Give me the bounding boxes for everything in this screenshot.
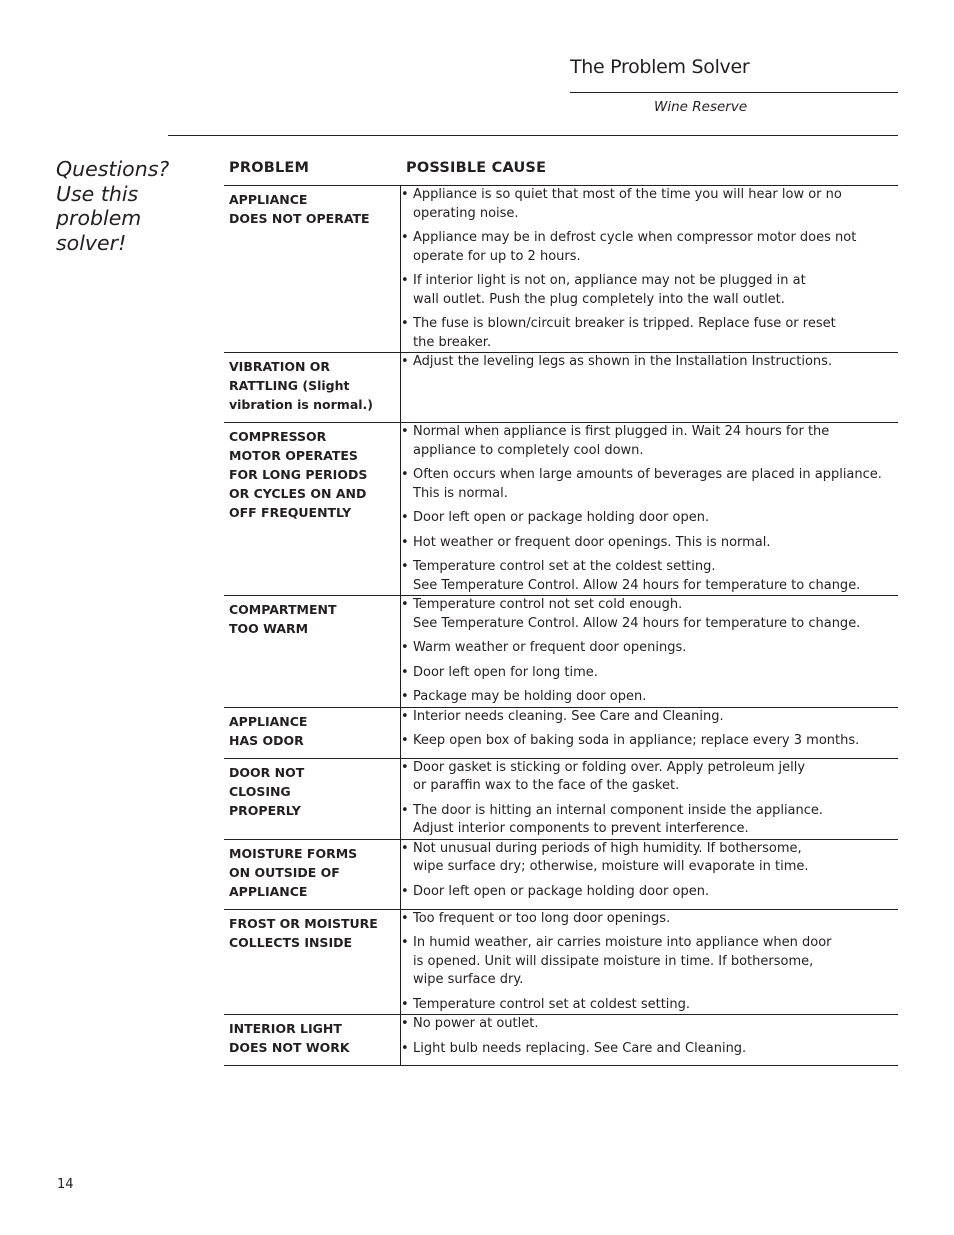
cause-text-line: See Temperature Control. Allow 24 hours for temperature to change. [413,615,861,631]
cause-item [401,509,898,528]
problem-label [224,353,400,422]
cause-text-line: • Temperature control set at coldest setting. [413,996,691,1012]
problem-label-line: COMPARTMENT [229,602,337,617]
cause-text-line: • Not unusual during periods of high humidity. If bothersome, [413,840,802,856]
problem-cell [224,839,401,909]
cause-text-line: • Door left open or package holding door open. [413,883,710,899]
cause-item [401,639,898,658]
cause-item [401,229,898,266]
cause-text-line: See Temperature Control. Allow 24 hours for temperature to change. [413,577,861,593]
cause-text-line: • Temperature control not set cold enough. [413,597,683,612]
cause-text-line: • The door is hitting an internal component inside the appliance. [413,802,824,818]
sidebar-heading [56,157,216,255]
cause-text-line: • Hot weather or frequent door openings. This is normal. [413,534,771,550]
problem-label-line: APPLIANCE [229,192,308,207]
problem-label [224,840,400,909]
cause-text-line: • The fuse is blown/circuit breaker is tripped. Replace fuse or reset [413,316,836,331]
cause-text-line: wipe surface dry; otherwise, moisture will evaporate in time. [413,859,809,874]
cause-text-line: • Normal when appliance is first plugged in. Wait 24 hours for the [413,424,830,439]
problem-label [224,596,400,646]
problem-cell [224,909,401,1015]
problem-cell [224,758,401,839]
problem-label [224,186,400,236]
cause-text-line: • In humid weather, air carries moisture into appliance when door [413,935,832,950]
cause-text-line: • Adjust the leveling legs as shown in the Installation Instructions. [413,354,833,369]
problem-label [224,1015,400,1065]
problem-label-line: MOISTURE FORMS [229,845,358,861]
cause-item [401,664,898,683]
cause-text-line: is opened. Unit will dissipate moisture in time. If bothersome, [413,953,814,969]
problem-label-line: INTERIOR LIGHT [229,1021,342,1036]
header-divider [168,135,898,136]
cause-text-line: appliance to completely cool down. [413,442,644,458]
cause-text-line: • Door left open or package holding door open. [413,510,710,525]
problem-label-line: OFF FREQUENTLY [229,505,352,520]
causes-cell [401,707,899,758]
cause-item [401,802,898,839]
problem-label-line: VIBRATION OR [229,359,331,374]
cause-item [401,534,898,553]
causes-cell [401,596,899,708]
title-divider [570,92,898,93]
problem-label-line: FROST OR MOISTURE [229,915,378,931]
cause-item [401,353,898,372]
cause-item [401,596,898,633]
problem-label-line: PROPERLY [229,802,301,818]
cause-item [401,315,898,352]
cause-text-line: • Light bulb needs replacing. See Care and Cleaning. [413,1040,747,1056]
cause-text-line: the breaker. [413,334,492,350]
problem-label [224,423,400,530]
problem-label-line: DOES NOT OPERATE [229,211,370,226]
cause-item [401,1015,898,1034]
cause-text-line: operating noise. [413,205,519,221]
causes-cell [401,1015,899,1066]
cause-item [401,996,898,1015]
problem-solver-table [224,185,898,1066]
cause-item [401,186,898,223]
problem-label-line: HAS ODOR [229,732,304,748]
sidebar-heading-line: problem [56,206,142,230]
sidebar-heading-line: solver! [56,230,127,255]
problem-cell [224,596,401,708]
cause-item [401,708,898,727]
problem-cell [224,1015,401,1066]
table-row [224,423,898,596]
cause-text-line: • Warm weather or frequent door openings. [413,640,687,655]
cause-text-line: • Interior needs cleaning. See Care and Cleaning. [413,708,724,724]
section-subtitle: Wine Reserve [654,99,748,115]
sidebar-heading-line: Questions? [56,157,170,181]
problem-label [224,708,400,758]
problem-label-line: APPLIANCE [229,883,308,899]
cause-text-line: • Temperature control set at the coldest setting. [413,559,716,574]
cause-text-line: • No power at outlet. [413,1016,539,1031]
problem-cell [224,423,401,596]
cause-text-line: • Door left open for long time. [413,664,598,680]
cause-text-line: Adjust interior components to prevent interference. [413,821,749,836]
cause-text-line: • Too frequent or too long door openings. [413,910,671,926]
page-number: 14 [57,1177,74,1192]
causes-cell [401,186,899,353]
problem-label-line: COMPRESSOR [229,429,327,444]
problem-label-line: DOOR NOT [229,764,305,780]
problem-label [224,759,400,828]
problem-label-line: TOO WARM [229,621,309,636]
causes-cell [401,839,899,909]
table-row [224,758,898,839]
cause-text-line: • Keep open box of baking soda in appliance; replace every 3 months. [413,733,860,748]
table-row [224,909,898,1015]
problem-cell [224,186,401,353]
cause-text-line: • Package may be holding door open. [413,689,647,704]
cause-item [401,423,898,460]
cause-item [401,1040,898,1059]
problem-column-header: PROBLEM [229,160,310,176]
cause-item [401,732,898,751]
problem-label [224,910,400,960]
table-row [224,186,898,353]
problem-label-line: vibration is normal.) [229,397,374,412]
problem-label-line: FOR LONG PERIODS [229,467,368,482]
cause-item [401,934,898,990]
cause-text-line: wall outlet. Push the plug completely into the wall outlet. [413,291,785,307]
page-title: The Problem Solver [570,56,750,78]
problem-label-line: ON OUTSIDE OF [229,864,340,880]
cause-text-line: operate for up to 2 hours. [413,248,581,264]
cause-item [401,840,898,877]
problem-label-line: APPLIANCE [229,713,308,729]
cause-item [401,883,898,902]
problem-label-line: OR CYCLES ON AND [229,486,367,501]
cause-column-header: POSSIBLE CAUSE [406,160,547,176]
cause-item [401,759,898,796]
problem-label-line: MOTOR OPERATES [229,448,358,463]
table-row [224,707,898,758]
cause-text-line: • Appliance may be in defrost cycle when compressor motor does not [413,230,857,245]
cause-item [401,558,898,595]
causes-cell [401,353,899,423]
causes-cell [401,758,899,839]
cause-text-line: • Appliance is so quiet that most of the time you will hear low or no [413,187,842,202]
cause-text-line: This is normal. [413,485,508,501]
problem-label-line: CLOSING [229,783,291,799]
sidebar-heading-line: Use this [56,181,139,206]
causes-cell [401,423,899,596]
problem-label-line: RATTLING (Slight [229,378,350,393]
cause-text-line: • Often occurs when large amounts of beverages are placed in appliance. [413,467,882,482]
cause-text-line: wipe surface dry. [413,972,524,987]
cause-item [401,910,898,929]
cause-item [401,272,898,309]
problem-label-line: DOES NOT WORK [229,1040,350,1055]
table-row [224,839,898,909]
table-row [224,596,898,708]
problem-cell [224,353,401,423]
problem-cell [224,707,401,758]
cause-text-line: or paraffin wax to the face of the gasket. [413,778,680,793]
cause-text-line: • If interior light is not on, appliance may not be plugged in at [413,273,806,288]
cause-item [401,688,898,707]
table-row [224,353,898,423]
table-row [224,1015,898,1066]
cause-text-line: • Door gasket is sticking or folding over. Apply petroleum jelly [413,759,806,775]
problem-label-line: COLLECTS INSIDE [229,934,353,950]
cause-item [401,466,898,503]
causes-cell [401,909,899,1015]
